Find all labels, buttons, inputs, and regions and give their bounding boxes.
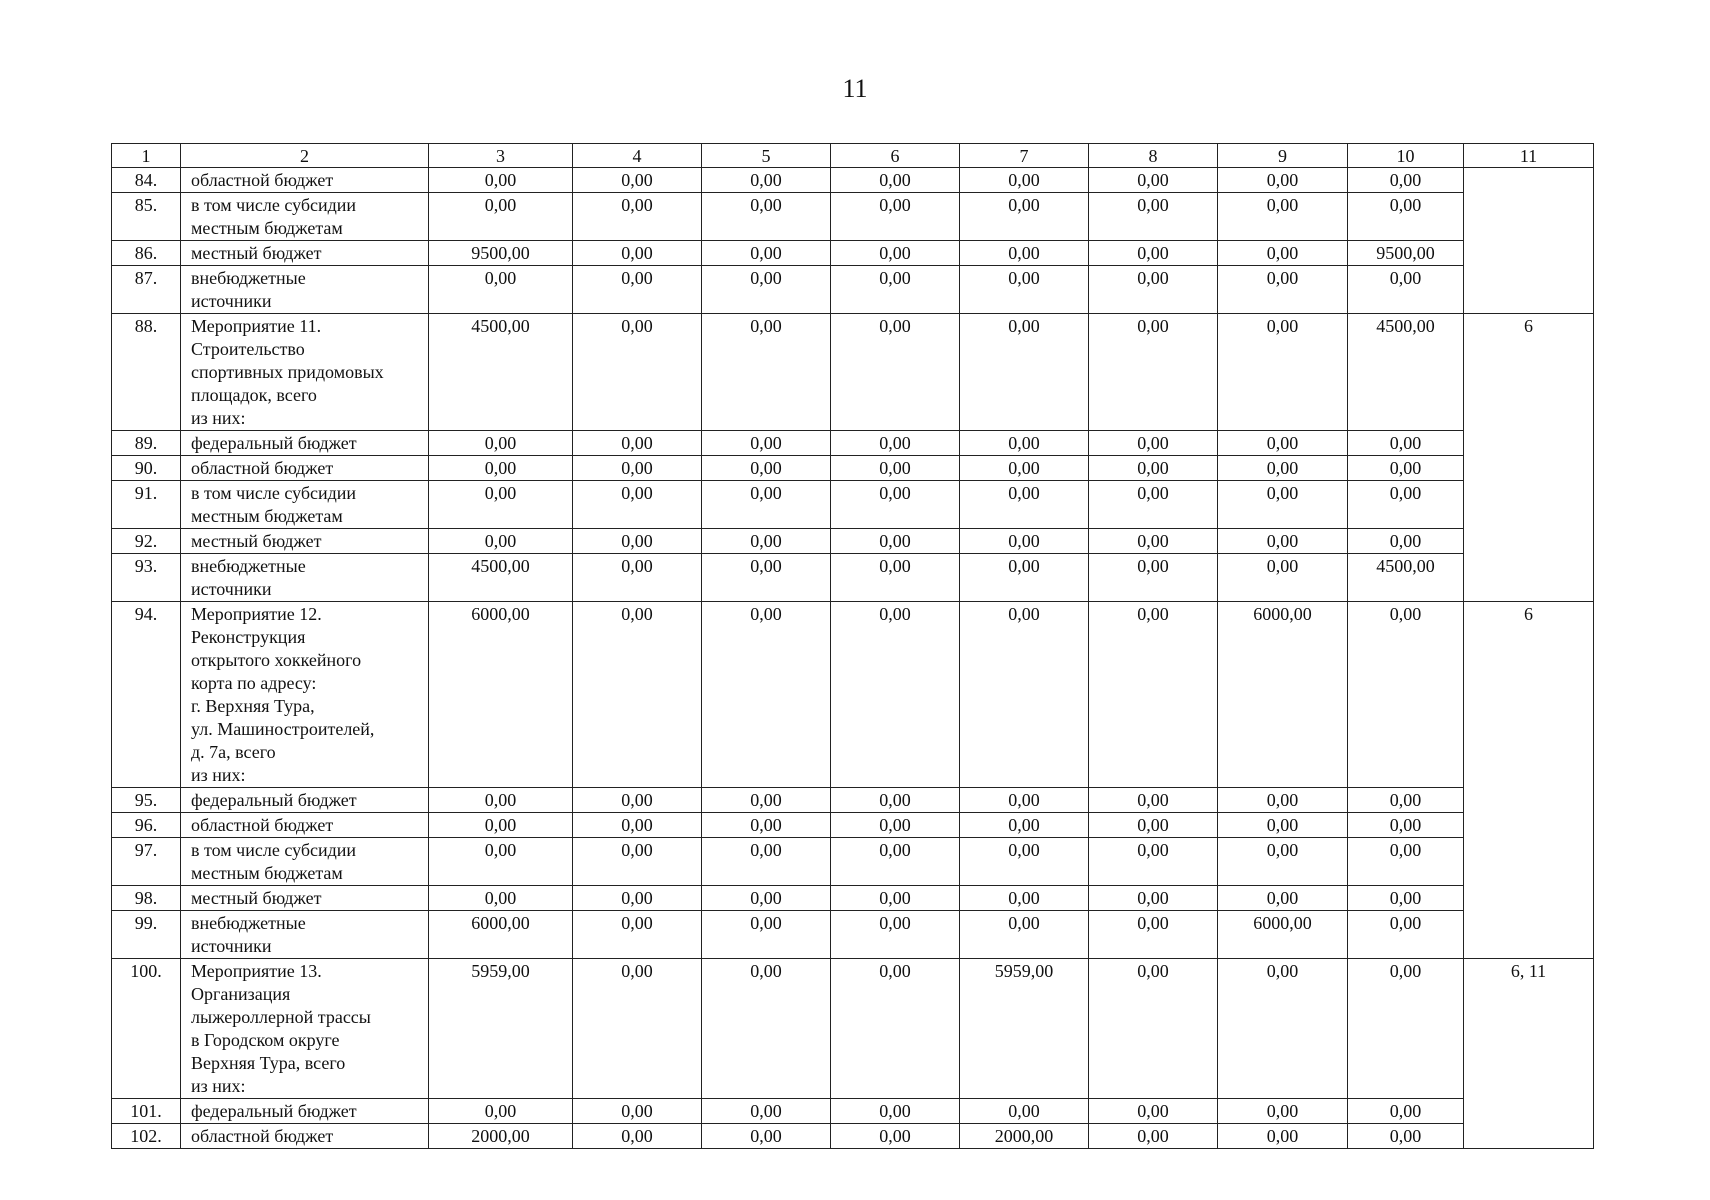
row-number: 91. bbox=[112, 481, 181, 529]
table-row bbox=[112, 193, 1594, 241]
row-name bbox=[181, 813, 429, 838]
row-number: 89. bbox=[112, 431, 181, 456]
value-cell: 0,00 bbox=[1218, 456, 1348, 481]
value-cell: 0,00 bbox=[1218, 554, 1348, 602]
row-number: 101. bbox=[112, 1099, 181, 1124]
value-cell: 0,00 bbox=[573, 481, 702, 529]
row-name-line: Мероприятие 13. bbox=[191, 961, 322, 981]
value-cell: 0,00 bbox=[831, 168, 960, 193]
value-cell: 0,00 bbox=[960, 1099, 1089, 1124]
row-name bbox=[181, 431, 429, 456]
value-cell: 0,00 bbox=[702, 813, 831, 838]
value-cell: 0,00 bbox=[1089, 241, 1218, 266]
table-row bbox=[112, 1099, 1594, 1124]
table-row bbox=[112, 529, 1594, 554]
value-cell: 0,00 bbox=[1089, 886, 1218, 911]
table-row bbox=[112, 168, 1594, 193]
value-cell: 0,00 bbox=[831, 314, 960, 431]
value-cell: 0,00 bbox=[702, 168, 831, 193]
row-name-line: местный бюджет bbox=[191, 888, 322, 908]
value-cell: 0,00 bbox=[1218, 959, 1348, 1099]
value-cell: 0,00 bbox=[1089, 431, 1218, 456]
column-header: 11 bbox=[1464, 144, 1594, 168]
row-name-line: федеральный бюджет bbox=[191, 790, 357, 810]
value-cell: 0,00 bbox=[960, 838, 1089, 886]
value-cell: 0,00 bbox=[429, 266, 573, 314]
value-cell: 0,00 bbox=[573, 1099, 702, 1124]
value-cell: 0,00 bbox=[960, 886, 1089, 911]
value-cell: 2000,00 bbox=[429, 1124, 573, 1149]
value-cell: 0,00 bbox=[573, 788, 702, 813]
value-cell: 0,00 bbox=[429, 456, 573, 481]
row-name bbox=[181, 1099, 429, 1124]
row-name-line: из них: bbox=[191, 408, 246, 428]
row-name-line: ул. Машиностроителей, bbox=[191, 719, 375, 739]
table-row bbox=[112, 838, 1594, 886]
row-name-line: местный бюджет bbox=[191, 531, 322, 551]
row-name bbox=[181, 602, 429, 788]
row-name-line: источники bbox=[191, 291, 272, 311]
row-name bbox=[181, 838, 429, 886]
value-cell: 0,00 bbox=[702, 602, 831, 788]
value-cell: 0,00 bbox=[960, 554, 1089, 602]
value-cell: 0,00 bbox=[960, 911, 1089, 959]
value-cell: 0,00 bbox=[1089, 959, 1218, 1099]
value-cell: 0,00 bbox=[831, 813, 960, 838]
value-cell: 0,00 bbox=[1218, 266, 1348, 314]
value-cell: 0,00 bbox=[429, 193, 573, 241]
value-cell: 0,00 bbox=[573, 431, 702, 456]
value-cell: 0,00 bbox=[960, 168, 1089, 193]
value-cell: 0,00 bbox=[1348, 911, 1464, 959]
value-cell: 0,00 bbox=[1348, 168, 1464, 193]
value-cell: 0,00 bbox=[1348, 456, 1464, 481]
value-cell: 0,00 bbox=[831, 838, 960, 886]
table-row bbox=[112, 1124, 1594, 1149]
value-cell: 6000,00 bbox=[1218, 602, 1348, 788]
row-name-line: д. 7а, всего bbox=[191, 742, 276, 762]
table-row bbox=[112, 813, 1594, 838]
value-cell: 0,00 bbox=[573, 266, 702, 314]
row-name-line: местным бюджетам bbox=[191, 863, 343, 883]
value-cell: 0,00 bbox=[1218, 168, 1348, 193]
value-cell: 0,00 bbox=[831, 456, 960, 481]
value-cell: 0,00 bbox=[1348, 431, 1464, 456]
column-header: 4 bbox=[573, 144, 702, 168]
value-cell: 0,00 bbox=[429, 788, 573, 813]
value-cell: 0,00 bbox=[702, 431, 831, 456]
value-cell: 0,00 bbox=[702, 314, 831, 431]
row-name bbox=[181, 241, 429, 266]
row-name bbox=[181, 959, 429, 1099]
row-number: 85. bbox=[112, 193, 181, 241]
column-header: 7 bbox=[960, 144, 1089, 168]
table-row bbox=[112, 266, 1594, 314]
row-number: 94. bbox=[112, 602, 181, 788]
value-cell: 6000,00 bbox=[429, 911, 573, 959]
row-name-line: местным бюджетам bbox=[191, 506, 343, 526]
value-cell: 0,00 bbox=[1218, 193, 1348, 241]
value-cell: 0,00 bbox=[1089, 1124, 1218, 1149]
value-cell: 0,00 bbox=[1218, 529, 1348, 554]
column-header: 1 bbox=[112, 144, 181, 168]
value-cell: 0,00 bbox=[831, 911, 960, 959]
row-name-line: источники bbox=[191, 936, 272, 956]
value-cell: 0,00 bbox=[702, 266, 831, 314]
target-indicator-cell: 6, 11 bbox=[1464, 959, 1594, 1149]
value-cell: 0,00 bbox=[1089, 911, 1218, 959]
row-name bbox=[181, 168, 429, 193]
table-row bbox=[112, 456, 1594, 481]
value-cell: 0,00 bbox=[831, 1099, 960, 1124]
value-cell: 0,00 bbox=[960, 529, 1089, 554]
value-cell: 4500,00 bbox=[1348, 554, 1464, 602]
value-cell: 0,00 bbox=[831, 959, 960, 1099]
value-cell: 0,00 bbox=[573, 602, 702, 788]
row-name-line: внебюджетные bbox=[191, 556, 306, 576]
value-cell: 0,00 bbox=[1089, 266, 1218, 314]
value-cell: 0,00 bbox=[702, 838, 831, 886]
row-number: 86. bbox=[112, 241, 181, 266]
value-cell: 0,00 bbox=[702, 886, 831, 911]
row-number: 96. bbox=[112, 813, 181, 838]
value-cell: 0,00 bbox=[960, 266, 1089, 314]
row-name bbox=[181, 788, 429, 813]
value-cell: 0,00 bbox=[831, 481, 960, 529]
value-cell: 0,00 bbox=[960, 241, 1089, 266]
row-name-line: местным бюджетам bbox=[191, 218, 343, 238]
value-cell: 5959,00 bbox=[429, 959, 573, 1099]
value-cell: 0,00 bbox=[831, 788, 960, 813]
row-name bbox=[181, 314, 429, 431]
row-name bbox=[181, 481, 429, 529]
value-cell: 0,00 bbox=[1348, 1124, 1464, 1149]
value-cell: 0,00 bbox=[573, 168, 702, 193]
value-cell: 0,00 bbox=[960, 602, 1089, 788]
value-cell: 0,00 bbox=[831, 431, 960, 456]
value-cell: 0,00 bbox=[573, 554, 702, 602]
row-name-line: областной бюджет bbox=[191, 1126, 334, 1146]
row-name-line: областной бюджет bbox=[191, 170, 334, 190]
value-cell: 0,00 bbox=[1218, 886, 1348, 911]
row-name bbox=[181, 529, 429, 554]
row-number: 102. bbox=[112, 1124, 181, 1149]
value-cell: 0,00 bbox=[1348, 193, 1464, 241]
row-number: 100. bbox=[112, 959, 181, 1099]
row-number: 84. bbox=[112, 168, 181, 193]
value-cell: 0,00 bbox=[702, 788, 831, 813]
value-cell: 0,00 bbox=[702, 959, 831, 1099]
value-cell: 0,00 bbox=[1089, 1099, 1218, 1124]
value-cell: 0,00 bbox=[1218, 241, 1348, 266]
value-cell: 0,00 bbox=[1348, 1099, 1464, 1124]
value-cell: 0,00 bbox=[573, 529, 702, 554]
value-cell: 6000,00 bbox=[1218, 911, 1348, 959]
row-name bbox=[181, 456, 429, 481]
row-name-line: корта по адресу: bbox=[191, 673, 317, 693]
table-row bbox=[112, 554, 1594, 602]
table-row bbox=[112, 911, 1594, 959]
value-cell: 0,00 bbox=[1348, 788, 1464, 813]
column-header: 9 bbox=[1218, 144, 1348, 168]
value-cell: 9500,00 bbox=[1348, 241, 1464, 266]
value-cell: 0,00 bbox=[702, 193, 831, 241]
row-number: 95. bbox=[112, 788, 181, 813]
row-name-line: площадок, всего bbox=[191, 385, 317, 405]
page-number: 11 bbox=[842, 74, 868, 103]
row-name-line: внебюджетные bbox=[191, 268, 306, 288]
value-cell: 0,00 bbox=[573, 241, 702, 266]
value-cell: 0,00 bbox=[429, 886, 573, 911]
value-cell: 0,00 bbox=[831, 241, 960, 266]
column-header: 10 bbox=[1348, 144, 1464, 168]
value-cell: 0,00 bbox=[1218, 1099, 1348, 1124]
value-cell: 0,00 bbox=[1089, 193, 1218, 241]
value-cell: 0,00 bbox=[702, 481, 831, 529]
value-cell: 0,00 bbox=[573, 456, 702, 481]
value-cell: 0,00 bbox=[429, 529, 573, 554]
row-name-line: областной бюджет bbox=[191, 815, 334, 835]
row-name bbox=[181, 886, 429, 911]
value-cell: 0,00 bbox=[429, 1099, 573, 1124]
value-cell: 0,00 bbox=[1089, 456, 1218, 481]
value-cell: 4500,00 bbox=[1348, 314, 1464, 431]
row-name-line: федеральный бюджет bbox=[191, 1101, 357, 1121]
column-header: 3 bbox=[429, 144, 573, 168]
row-number: 99. bbox=[112, 911, 181, 959]
value-cell: 0,00 bbox=[573, 886, 702, 911]
value-cell: 5959,00 bbox=[960, 959, 1089, 1099]
value-cell: 4500,00 bbox=[429, 554, 573, 602]
value-cell: 0,00 bbox=[1348, 838, 1464, 886]
table-row bbox=[112, 959, 1594, 1099]
row-name-line: лыжероллерной трассы bbox=[191, 1007, 371, 1027]
value-cell: 0,00 bbox=[831, 886, 960, 911]
row-name bbox=[181, 193, 429, 241]
row-name-line: Организация bbox=[191, 984, 291, 1004]
value-cell: 0,00 bbox=[1218, 1124, 1348, 1149]
value-cell: 0,00 bbox=[1348, 886, 1464, 911]
value-cell: 9500,00 bbox=[429, 241, 573, 266]
value-cell: 0,00 bbox=[1348, 813, 1464, 838]
value-cell: 0,00 bbox=[702, 241, 831, 266]
value-cell: 0,00 bbox=[831, 266, 960, 314]
value-cell: 0,00 bbox=[960, 193, 1089, 241]
row-name-line: в том числе субсидии bbox=[191, 195, 357, 215]
value-cell: 0,00 bbox=[702, 1099, 831, 1124]
value-cell: 0,00 bbox=[960, 314, 1089, 431]
value-cell: 0,00 bbox=[831, 554, 960, 602]
target-indicator-cell: 6 bbox=[1464, 314, 1594, 602]
value-cell: 0,00 bbox=[1218, 813, 1348, 838]
value-cell: 0,00 bbox=[960, 788, 1089, 813]
row-name-line: местный бюджет bbox=[191, 243, 322, 263]
target-indicator-cell: 6 bbox=[1464, 602, 1594, 959]
value-cell: 0,00 bbox=[702, 456, 831, 481]
value-cell: 0,00 bbox=[960, 456, 1089, 481]
row-name-line: в Городском округе bbox=[191, 1030, 340, 1050]
row-name bbox=[181, 1124, 429, 1149]
value-cell: 0,00 bbox=[960, 431, 1089, 456]
value-cell: 0,00 bbox=[702, 529, 831, 554]
table-row bbox=[112, 788, 1594, 813]
table-row bbox=[112, 886, 1594, 911]
value-cell: 0,00 bbox=[831, 193, 960, 241]
value-cell: 4500,00 bbox=[429, 314, 573, 431]
row-number: 97. bbox=[112, 838, 181, 886]
row-number: 90. bbox=[112, 456, 181, 481]
value-cell: 0,00 bbox=[960, 481, 1089, 529]
value-cell: 0,00 bbox=[1089, 481, 1218, 529]
value-cell: 0,00 bbox=[573, 911, 702, 959]
value-cell: 0,00 bbox=[1089, 529, 1218, 554]
column-header: 6 bbox=[831, 144, 960, 168]
table-body bbox=[112, 168, 1594, 1149]
column-header: 2 bbox=[181, 144, 429, 168]
value-cell: 0,00 bbox=[1089, 813, 1218, 838]
row-name-line: г. Верхняя Тура, bbox=[191, 696, 315, 716]
value-cell: 0,00 bbox=[702, 1124, 831, 1149]
row-name bbox=[181, 554, 429, 602]
value-cell: 0,00 bbox=[1218, 838, 1348, 886]
value-cell: 0,00 bbox=[831, 529, 960, 554]
row-name-line: из них: bbox=[191, 765, 246, 785]
row-number: 93. bbox=[112, 554, 181, 602]
budget-table bbox=[111, 143, 1594, 1149]
value-cell: 0,00 bbox=[1348, 266, 1464, 314]
value-cell: 0,00 bbox=[702, 911, 831, 959]
value-cell: 0,00 bbox=[1218, 481, 1348, 529]
header-row bbox=[112, 144, 1594, 168]
value-cell: 0,00 bbox=[1089, 168, 1218, 193]
row-name bbox=[181, 911, 429, 959]
value-cell: 0,00 bbox=[831, 1124, 960, 1149]
row-number: 87. bbox=[112, 266, 181, 314]
value-cell: 0,00 bbox=[573, 959, 702, 1099]
row-name-line: спортивных придомовых bbox=[191, 362, 384, 382]
table-row bbox=[112, 481, 1594, 529]
value-cell: 0,00 bbox=[960, 813, 1089, 838]
value-cell: 0,00 bbox=[573, 1124, 702, 1149]
value-cell: 6000,00 bbox=[429, 602, 573, 788]
table-row bbox=[112, 314, 1594, 431]
value-cell: 0,00 bbox=[1348, 959, 1464, 1099]
value-cell: 0,00 bbox=[1348, 529, 1464, 554]
row-name-line: в том числе субсидии bbox=[191, 840, 357, 860]
value-cell: 0,00 bbox=[429, 481, 573, 529]
row-name-line: внебюджетные bbox=[191, 913, 306, 933]
value-cell: 0,00 bbox=[1348, 602, 1464, 788]
row-name-line: федеральный бюджет bbox=[191, 433, 357, 453]
row-number: 98. bbox=[112, 886, 181, 911]
value-cell: 0,00 bbox=[1089, 314, 1218, 431]
value-cell: 0,00 bbox=[429, 431, 573, 456]
row-name-line: Реконструкция bbox=[191, 627, 306, 647]
value-cell: 0,00 bbox=[429, 838, 573, 886]
row-name-line: источники bbox=[191, 579, 272, 599]
value-cell: 0,00 bbox=[1089, 602, 1218, 788]
table-row bbox=[112, 431, 1594, 456]
row-name bbox=[181, 266, 429, 314]
row-name-line: открытого хоккейного bbox=[191, 650, 362, 670]
value-cell: 0,00 bbox=[573, 193, 702, 241]
row-number: 88. bbox=[112, 314, 181, 431]
value-cell: 0,00 bbox=[1218, 314, 1348, 431]
table-row bbox=[112, 602, 1594, 788]
value-cell: 0,00 bbox=[573, 813, 702, 838]
value-cell: 0,00 bbox=[1218, 431, 1348, 456]
value-cell: 0,00 bbox=[1218, 788, 1348, 813]
value-cell: 0,00 bbox=[1089, 554, 1218, 602]
value-cell: 0,00 bbox=[1348, 481, 1464, 529]
value-cell: 0,00 bbox=[831, 602, 960, 788]
row-name-line: Мероприятие 11. bbox=[191, 316, 322, 336]
row-name-line: Верхняя Тура, всего bbox=[191, 1053, 346, 1073]
value-cell: 0,00 bbox=[429, 813, 573, 838]
value-cell: 0,00 bbox=[429, 168, 573, 193]
row-name-line: Строительство bbox=[191, 339, 305, 359]
column-header: 8 bbox=[1089, 144, 1218, 168]
value-cell: 0,00 bbox=[573, 314, 702, 431]
column-header: 5 bbox=[702, 144, 831, 168]
row-name-line: областной бюджет bbox=[191, 458, 334, 478]
value-cell: 2000,00 bbox=[960, 1124, 1089, 1149]
value-cell: 0,00 bbox=[1089, 838, 1218, 886]
row-name-line: Мероприятие 12. bbox=[191, 604, 322, 624]
row-name-line: в том числе субсидии bbox=[191, 483, 357, 503]
value-cell: 0,00 bbox=[702, 554, 831, 602]
row-number: 92. bbox=[112, 529, 181, 554]
table-row bbox=[112, 241, 1594, 266]
value-cell: 0,00 bbox=[573, 838, 702, 886]
target-indicator-cell bbox=[1464, 168, 1594, 314]
value-cell: 0,00 bbox=[1089, 788, 1218, 813]
row-name-line: из них: bbox=[191, 1076, 246, 1096]
